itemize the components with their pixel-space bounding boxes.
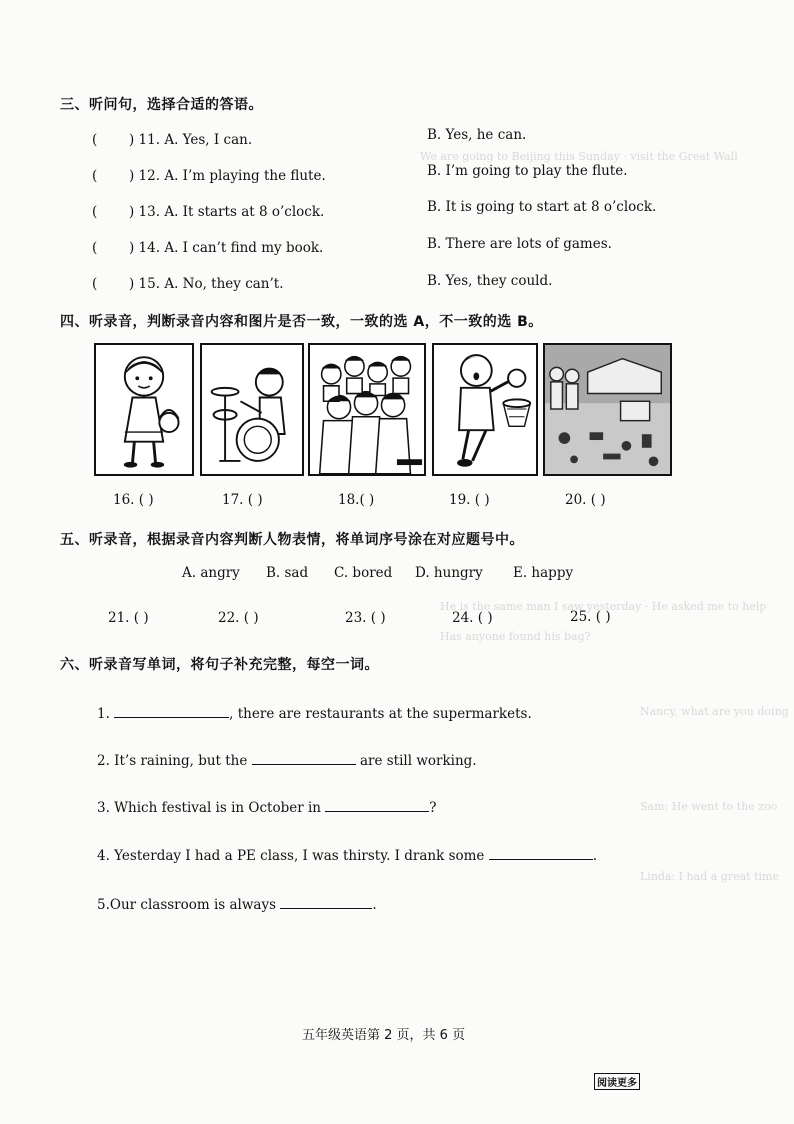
word-option-a: A. angry: [182, 565, 240, 581]
sentence-1-post: , there are restaurants at the supermarkets.: [229, 706, 532, 722]
section-6-title: 六、听录音写单词，将句子补充完整，每空一词。: [60, 657, 379, 673]
picture-basketball-player: [432, 343, 538, 476]
sentence-2-post: are still working.: [355, 753, 477, 769]
section-3-title: 三、听问句，选择合适的答语。: [60, 97, 263, 113]
section-4-title: 四、听录音，判断录音内容和图片是否一致，一致的选 A，不一致的选 B。: [60, 314, 543, 330]
question-14-option-b: B. There are lots of games.: [427, 236, 612, 252]
question-14-option-a: ) 14. A. I can’t find my book.: [129, 240, 324, 256]
question-11-option-a: ) 11. A. Yes, I can.: [129, 132, 253, 148]
fill-sentence-1: [97, 705, 532, 722]
answer-paren-11[interactable]: (: [92, 132, 98, 148]
corner-stamp-text: 阅读更多: [597, 1078, 637, 1089]
blank-4[interactable]: [489, 847, 593, 860]
label-24[interactable]: 24. ( ): [452, 610, 493, 626]
fill-sentence-5: [97, 896, 377, 913]
sentence-1-pre: 1.: [97, 706, 115, 722]
fill-sentence-3: [97, 799, 437, 816]
corner-stamp: [594, 1073, 640, 1090]
word-option-b: B. sad: [266, 565, 309, 581]
word-option-c: C. bored: [334, 565, 393, 581]
question-15-option-b: B. Yes, they could.: [427, 273, 553, 289]
answer-paren-13[interactable]: (: [92, 204, 98, 220]
label-20[interactable]: 20. ( ): [565, 492, 606, 508]
sentence-2-pre: 2. It’s raining, but the: [97, 753, 252, 769]
label-21[interactable]: 21. ( ): [108, 610, 149, 626]
blank-5[interactable]: [280, 896, 372, 909]
picture-crowd: [308, 343, 426, 476]
answer-paren-12[interactable]: (: [92, 168, 98, 184]
answer-paren-15[interactable]: (: [92, 276, 98, 292]
label-22[interactable]: 22. ( ): [218, 610, 259, 626]
label-25[interactable]: 25. ( ): [570, 609, 611, 625]
label-17[interactable]: 17. ( ): [222, 492, 263, 508]
answer-paren-14[interactable]: (: [92, 240, 98, 256]
question-13-option-a: ) 13. A. It starts at 8 o’clock.: [129, 204, 325, 220]
blank-2[interactable]: [252, 752, 356, 765]
question-12-option-a: ) 12. A. I’m playing the flute.: [129, 168, 326, 184]
word-option-d: D. hungry: [415, 565, 483, 581]
label-16[interactable]: 16. ( ): [113, 492, 154, 508]
blank-3[interactable]: [325, 799, 429, 812]
question-15-option-a: ) 15. A. No, they can’t.: [129, 276, 284, 292]
sentence-4-post: .: [592, 848, 598, 864]
question-12-option-b: B. I’m going to play the flute.: [427, 163, 628, 179]
sentence-3-post: ?: [429, 800, 437, 816]
fill-sentence-4: [97, 847, 597, 864]
picture-drummer: [200, 343, 304, 476]
fill-sentence-2: [97, 752, 477, 769]
sentence-4-pre: 4. Yesterday I had a PE class, I was thirsty. I drank some: [97, 848, 489, 864]
sentence-3-pre: 3. Which festival is in October in: [97, 800, 326, 816]
sentence-5-pre: 5.Our classroom is always: [97, 897, 281, 913]
label-19[interactable]: 19. ( ): [449, 492, 490, 508]
picture-girl-with-basket: [94, 343, 194, 476]
word-option-e: E. happy: [513, 565, 574, 581]
blank-1[interactable]: [114, 705, 229, 718]
picture-messy-room: [543, 343, 672, 476]
label-23[interactable]: 23. ( ): [345, 610, 386, 626]
sentence-5-post: .: [372, 897, 377, 913]
question-11-option-b: B. Yes, he can.: [427, 127, 527, 143]
section-5-title: 五、听录音，根据录音内容判断人物表情，将单词序号涂在对应题号中。: [60, 532, 524, 548]
label-18[interactable]: 18.( ): [338, 492, 375, 508]
question-13-option-b: B. It is going to start at 8 o’clock.: [427, 199, 657, 215]
page-footer: 五年级英语第 2 页，共 6 页: [302, 1028, 466, 1043]
